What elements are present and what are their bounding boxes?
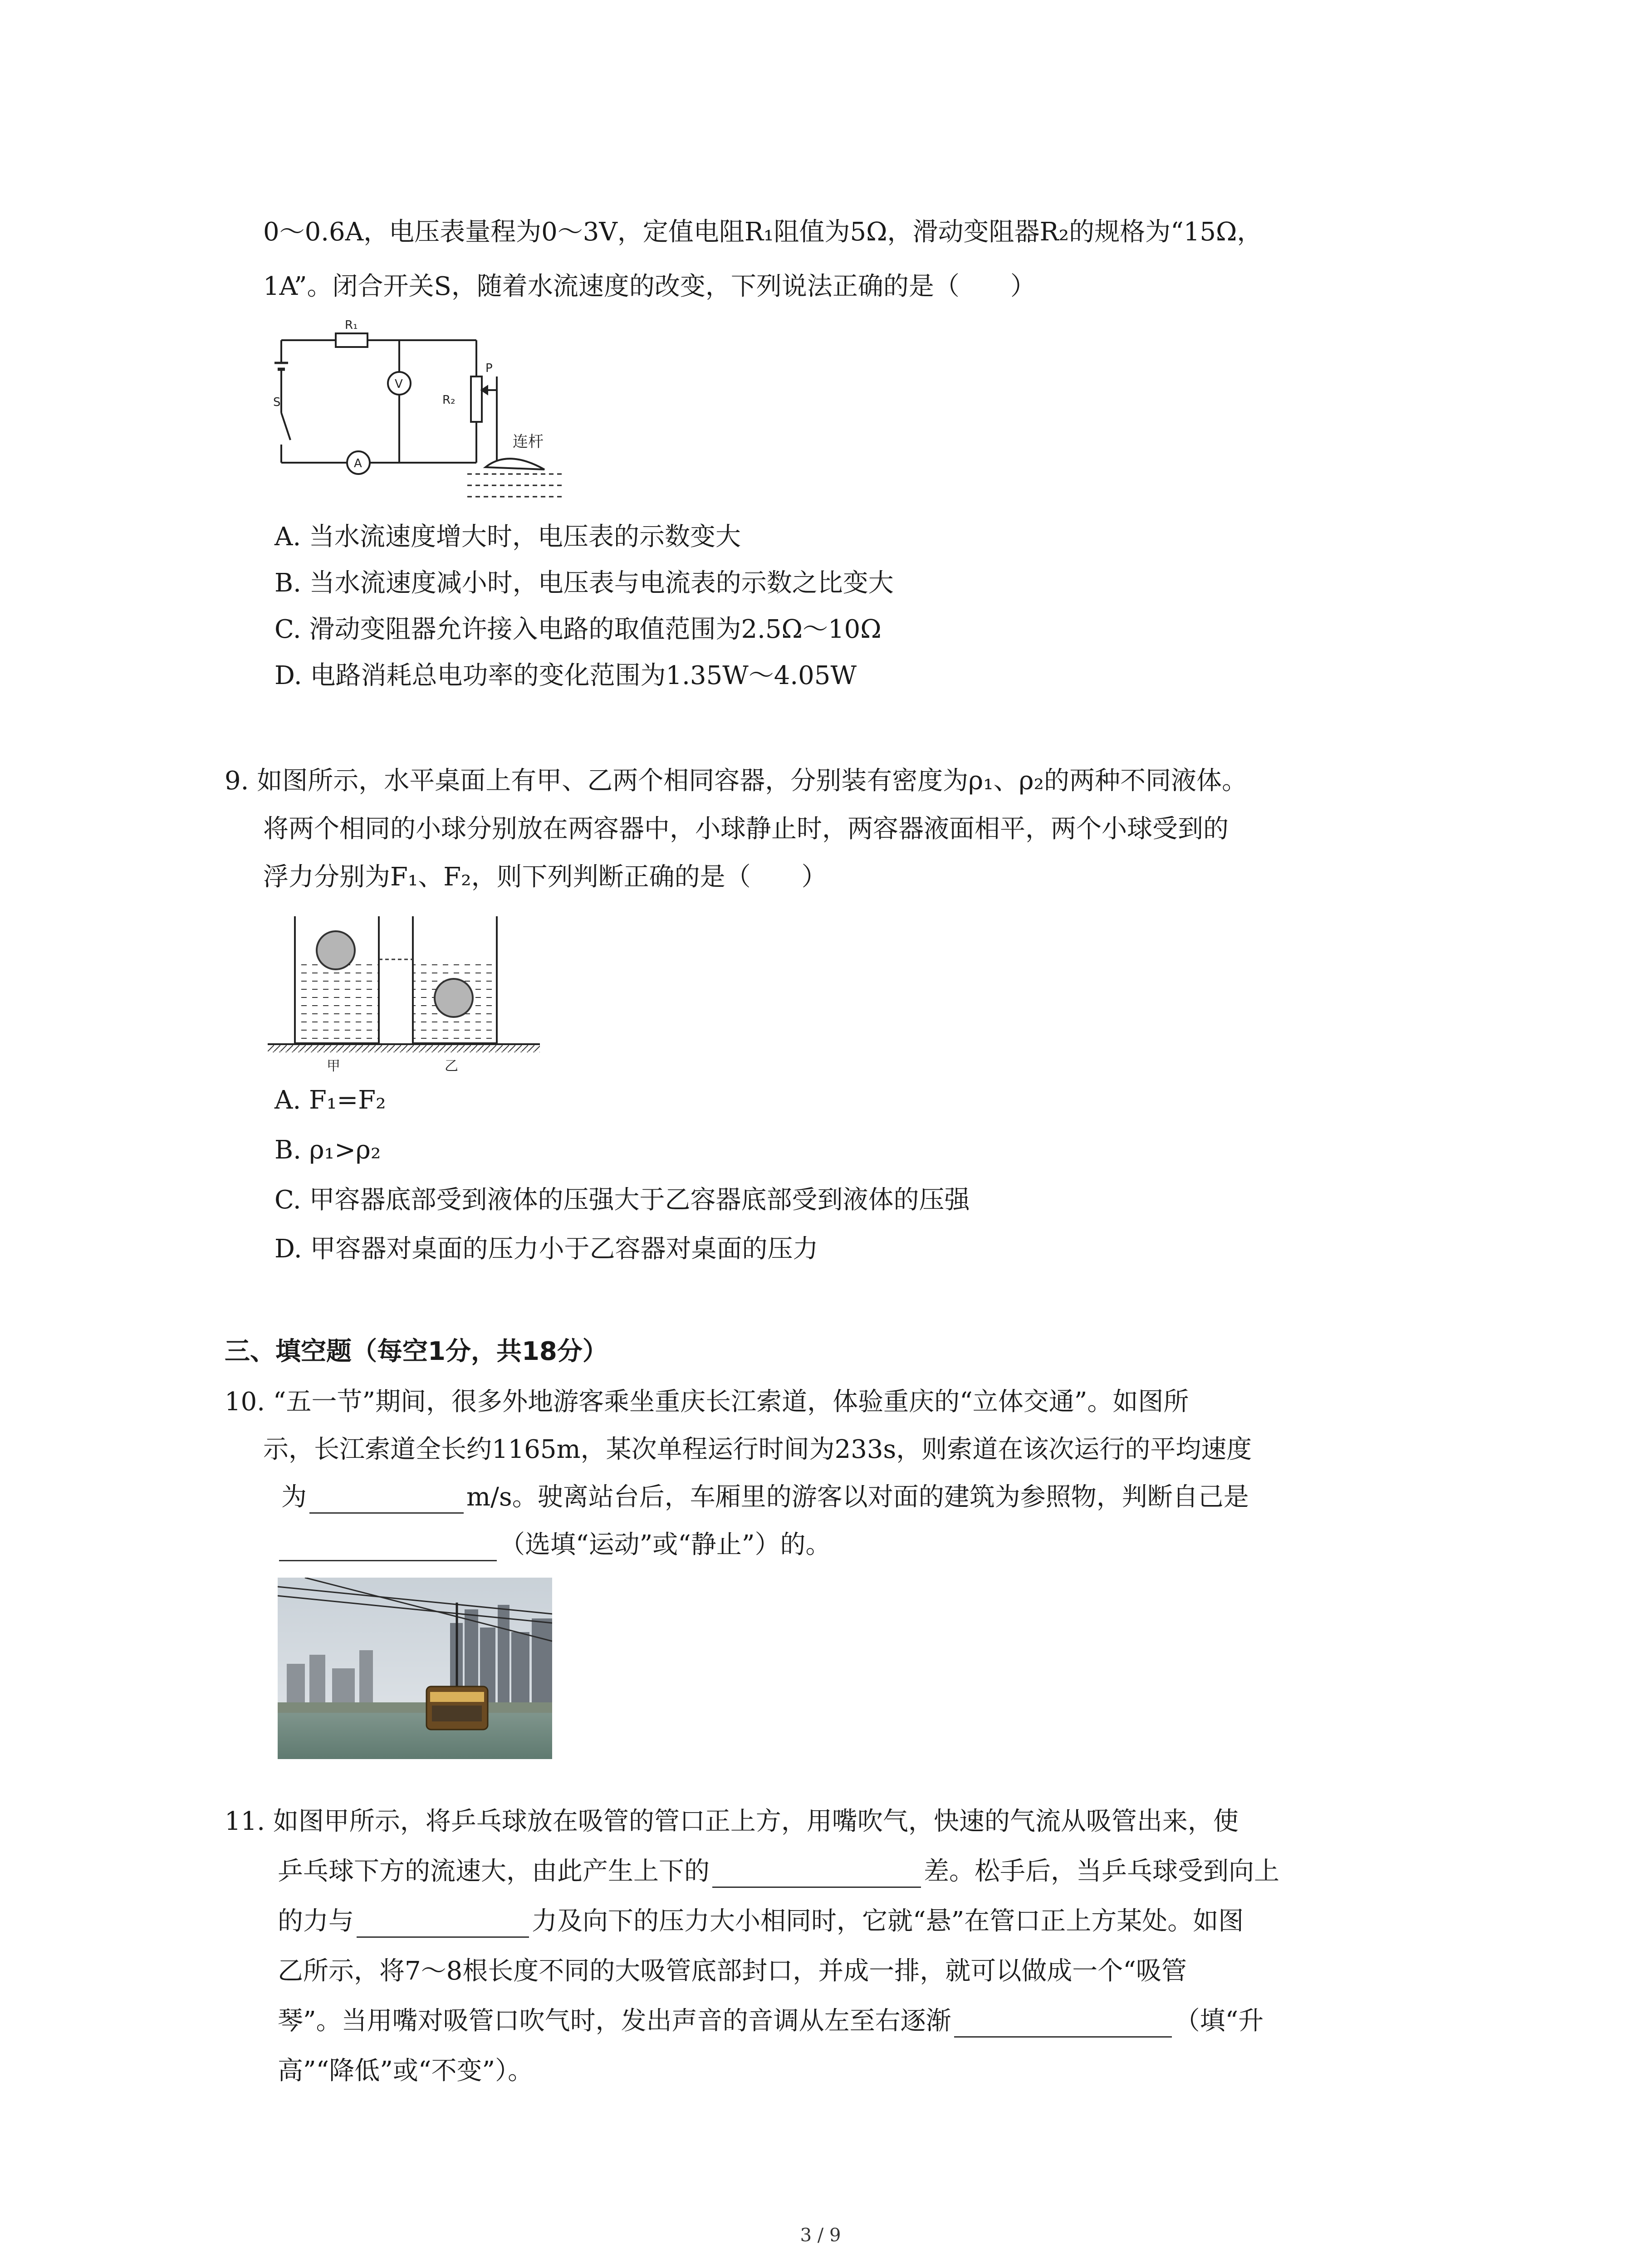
q8-option-c: C. 滑动变阻器允许接入电路的取值范围为2.5Ω～10Ω [274, 615, 882, 644]
label-jia: 甲 [327, 1058, 340, 1074]
q9-line-1: 9. 如图所示，水平桌面上有甲、乙两个相同容器，分别装有密度为ρ₁、ρ₂的两种不同液体。 [225, 766, 1247, 796]
q9-option-b: B. ρ₁>ρ₂ [274, 1135, 381, 1165]
q10-blank-2[interactable] [279, 1533, 497, 1561]
label-rod: 连杆 [513, 433, 544, 451]
page-number: 3 / 9 [800, 2225, 841, 2246]
q8-option-a: A. 当水流速度增大时，电压表的示数变大 [274, 522, 741, 552]
label-r1: R₁ [345, 318, 358, 332]
q11-blank-3[interactable] [954, 2009, 1172, 2038]
q9-line-2: 将两个相同的小球分别放在两容器中，小球静止时，两容器液面相平，两个小球受到的 [263, 814, 1229, 844]
label-a: A [354, 457, 362, 470]
label-yi: 乙 [445, 1058, 458, 1074]
label-v: V [395, 377, 403, 391]
label-s: S [273, 396, 281, 409]
q10-blank-1[interactable] [309, 1485, 464, 1514]
q11-blank-2[interactable] [357, 1909, 529, 1938]
q9-line-3: 浮力分别为F₁、F₂，则下列判断正确的是（ ） [263, 862, 827, 892]
q11-line-5: 琴”。当用嘴对吸管口吹气时，发出声音的音调从左至右逐渐 （填“升 [278, 2005, 1264, 2038]
q10-line-2: 示，长江索道全长约1165m，某次单程运行时间为233s，则索道在该次运行的平均速度 [263, 1435, 1252, 1464]
q10-line-4: （选填“运动”或“静止”）的。 [279, 1529, 831, 1561]
q8-line-1: 0～0.6A，电压表量程为0～3V，定值电阻R₁阻值为5Ω，滑动变阻器R₂的规格为“15Ω， [263, 217, 1263, 247]
section-heading: 三、填空题（每空1分，共18分） [225, 1337, 608, 1366]
containers-diagram [268, 912, 549, 1080]
q9-option-c: C. 甲容器底部受到液体的压强大于乙容器底部受到液体的压强 [274, 1185, 970, 1215]
q11-line-4: 乙所示，将7～8根长度不同的大吸管底部封口，并成一排，就可以做成一个“吸管 [278, 1956, 1187, 1986]
label-r2: R₂ [442, 393, 456, 407]
q8-option-b: B. 当水流速度减小时，电压表与电流表的示数之比变大 [274, 568, 894, 598]
q11-line-3: 的力与 力及向下的压力大小相同时，它就“悬”在管口正上方某处。如图 [278, 1905, 1244, 1938]
q8-line-2: 1A”。闭合开关S，随着水流速度的改变，下列说法正确的是（ ） [263, 272, 1036, 301]
q11-line-2: 乒乓球下方的流速大，由此产生上下的 差。松手后，当乒乓球受到向上 [278, 1855, 1279, 1888]
q11-blank-1[interactable] [712, 1859, 921, 1888]
q11-line-6: 高”“降低”或“不变”）。 [278, 2056, 534, 2086]
label-p: P [485, 362, 493, 375]
q10-line-3: 为 m/s。驶离站台后，车厢里的游客以对面的建筑为参照物，判断自己是 [281, 1481, 1249, 1514]
cable-car-photo [278, 1578, 552, 1759]
q10-line-1: 10. “五一节”期间，很多外地游客乘坐重庆长江索道，体验重庆的“立体交通”。如图所 [225, 1387, 1189, 1417]
circuit-diagram [272, 313, 590, 513]
q9-option-d: D. 甲容器对桌面的压力小于乙容器对桌面的压力 [274, 1234, 818, 1264]
q8-option-d: D. 电路消耗总电功率的变化范围为1.35W～4.05W [274, 661, 857, 690]
q9-option-a: A. F₁=F₂ [274, 1085, 386, 1115]
q11-line-1: 11. 如图甲所示，将乒乓球放在吸管的管口正上方，用嘴吹气，快速的气流从吸管出来，使 [225, 1807, 1239, 1836]
